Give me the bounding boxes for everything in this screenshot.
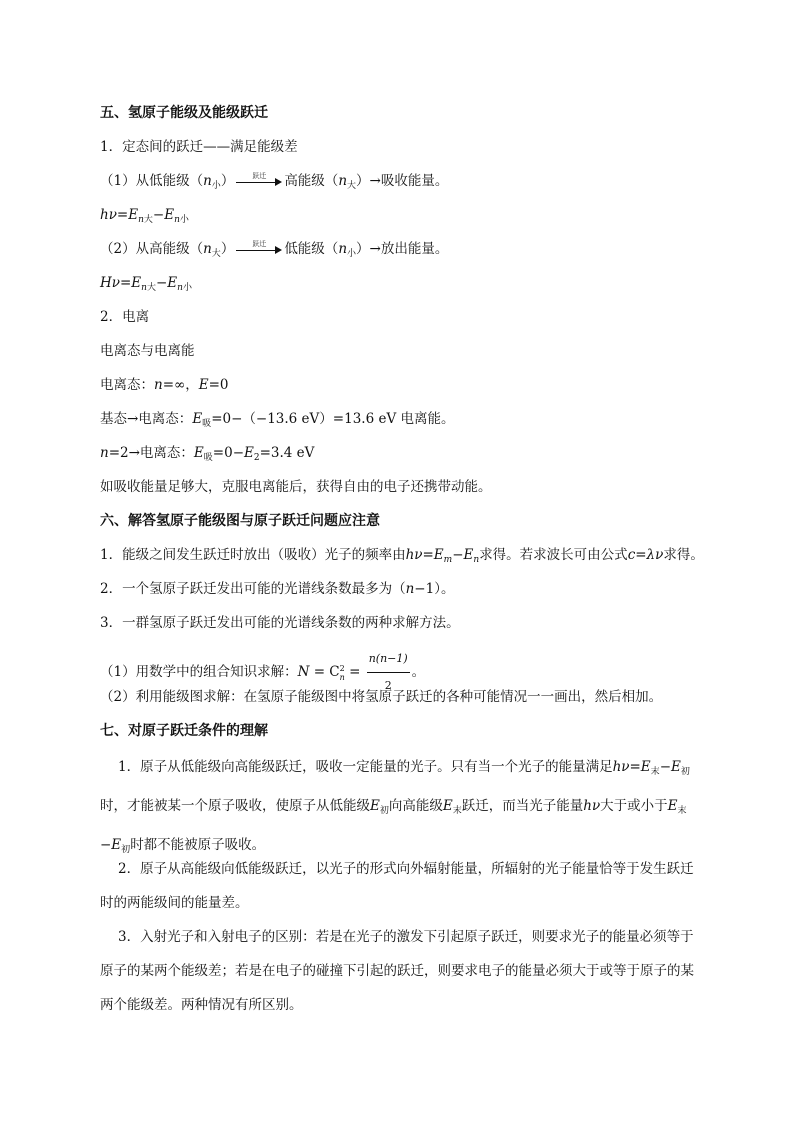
s5-formula2: $H\nu=E_{n大}-E_{n小}$ [100,275,192,293]
s5-item2: 2．电离 [100,309,150,325]
s7-item1: 1．原子从低能级向高能级跃迁，吸收一定能量的光子。只有当一个光子的能量满足$h\nu=E_末-E_初$时，才能被某一个原子吸收，使原子从低能级$E_初$向高能级$E_末$跃迁，而当光子能量hν大于或小于$E_末-E_初$时都不能被原子吸收。 [100,759,690,855]
transition-arrow-icon: 跃迁 [236,176,282,188]
section5-heading: 五、氢原子能级及能级跃迁 [100,105,268,121]
s6-combination-method: （1）用数学中的组合知识求解：N = C 2 n = $\frac{n(n-1)}{2}$ 。 [100,646,425,699]
s5-ionized-state: 电离态：n=∞，E=0 [100,377,229,393]
section7-heading: 七、对原子跃迁条件的理解 [100,723,268,739]
s5-transition-emit: （2）从高能级$(n_大)$ 跃迁 低能级$(n_小)\to$放出能量。 [100,239,449,259]
s6-item2: 2．一个氢原子跃迁发出可能的光谱线条数最多为（n−1）。 [100,581,455,597]
s5-kinetic-note: 如吸收能量足够大，克服电离能后，获得自由的电子还携带动能。 [100,479,492,495]
section6-heading: 六、解答氢原子能级图与原子跃迁问题应注意 [100,513,380,529]
combination-fraction: $\frac{n(n-1)}{2}$ [367,646,410,699]
s5-ionization-title: 电离态与电离能 [100,343,195,359]
s5-transition-absorb: （1）从低能级$(n_小)$ 跃迁 高能级$(n_大)\to$吸收能量。 [100,171,449,191]
s5-item1: 1．定态间的跃迁——满足能级差 [100,139,298,155]
s6-diagram-method: （2）利用能级图求解：在氢原子能级图中将氢原子跃迁的各种可能情况一一画出，然后相加。 [100,689,663,705]
s5-ground-ionization: 基态→电离态：$E_吸=0-(-13.6$ eV）=13.6 eV 电离能。 [100,411,455,429]
s7-item2: 2．原子从高能级向低能级跃迁，以光子的形式向外辐射能量，所辐射的光子能量恰等于发生跃迁时的两能级间的能量差。 [100,861,694,911]
s5-n2-ionization: n=2→电离态：$E_吸=0-E_2=3.4$ eV [100,445,315,463]
transition-arrow-icon: 跃迁 [236,244,282,256]
s6-item3: 3．一群氢原子跃迁发出可能的光谱线条数的两种求解方法。 [100,615,460,631]
s6-item1: 1．能级之间发生跃迁时放出（吸收）光子的频率由$h\nu=E_m-E_n$求得。若求波长可由公式c=λν求得。 [100,547,704,565]
s7-item3: 3．入射光子和入射电子的区别：若是在光子的激发下引起原子跃迁，则要求光子的能量必须等于原子的某两个能级差；若是在电子的碰撞下引起的跃迁，则要求电子的能量必须大于或等于原子的某两个能级差。两种情况有所区别。 [100,929,694,1013]
s5-formula1: $h\nu=E_{n大}-E_{n小}$ [100,207,189,225]
